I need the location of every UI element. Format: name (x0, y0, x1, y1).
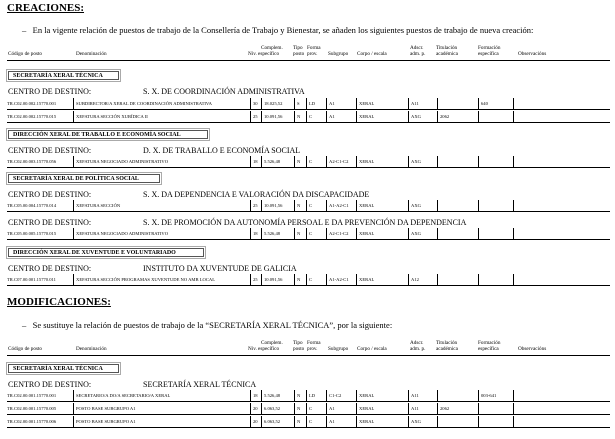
cell-comp: 5.526,48 (261, 390, 294, 401)
cell-adscr: AXG (408, 416, 437, 427)
cell-niv: 25 (250, 111, 261, 122)
hdr-complem: Complem. Niv. específico (248, 45, 283, 57)
cell-den: SECRETARIO/A DO/A SECRETARIO/A XERAL (73, 390, 250, 401)
hdr-adscr: Adscr. adm. p. (410, 45, 426, 57)
cell-adscr: A11 (408, 98, 437, 109)
centro-label: CENTRO DE DESTINO: (8, 87, 92, 96)
unit-box: DIRECCIÓN XERAL DE XUVENTUDE E VOLUNTARIADO (8, 248, 204, 257)
creations-title: CREACIONES: (7, 2, 85, 14)
cell-adscr: AXG (408, 228, 437, 239)
table-row (7, 390, 610, 401)
cell-form: 640 (478, 98, 513, 109)
centro-name: S. X. DA DEPENDENCIA E VALORACIÓN DA DISCAPACIDADE (143, 190, 370, 199)
cell-obs (513, 390, 610, 401)
cell-adscr: AXG (408, 156, 437, 167)
cell-form (478, 228, 513, 239)
cell-form (478, 416, 513, 427)
cell-code: TR.C02.00.001.15770.006 (7, 419, 57, 424)
cell-forma: C (306, 228, 326, 239)
cell-den: XEFATURA NEGOCIADO ADMINISTRATIVO (73, 156, 250, 167)
cell-tit (437, 416, 478, 427)
cell-tit: 2062 (437, 403, 478, 414)
cell-obs (513, 274, 610, 285)
cell-tipo: N (294, 416, 306, 427)
cell-tit (437, 200, 478, 211)
hdr-formacion: Formación específica (478, 45, 501, 57)
cell-forma: C (306, 403, 326, 414)
cell-comp: 18.025,52 (261, 98, 294, 109)
hdr-titulacion: Titulación académica (436, 45, 458, 57)
centro-name: D. X. DE TRABALLO E ECONOMÍA SOCIAL (143, 146, 301, 155)
hdr-forma: Forma prov. (307, 340, 321, 352)
cell-niv: 20 (250, 416, 261, 427)
cell-comp: 5.526,48 (261, 228, 294, 239)
cell-niv: 18 (250, 156, 261, 167)
cell-form (478, 111, 513, 122)
cell-comp: 10.091,56 (261, 274, 294, 285)
cell-forma: LD (306, 98, 326, 109)
cell-sub: A1-A2-C1 (326, 200, 356, 211)
cell-tipo: N (294, 200, 306, 211)
hdr-corpo: Corpo / escala (357, 346, 387, 352)
centro-name: SECRETARÍA XERAL TÉCNICA (143, 380, 257, 389)
hdr-corpo: Corpo / escala (357, 51, 387, 57)
cell-forma: C (306, 200, 326, 211)
table-row (7, 416, 610, 427)
cell-sub: A1 (326, 416, 356, 427)
cell-forma: C (306, 156, 326, 167)
hdr-forma: Forma prov. (307, 45, 321, 57)
unit-box: DIRECCIÓN XERAL DE TRABALLO E ECONOMÍA SOCIAL (8, 130, 208, 139)
cell-corpo: XERAL (356, 274, 408, 285)
centro-name: INSTITUTO DA XUVENTUDE DE GALICIA (143, 264, 297, 273)
centro-label: CENTRO DE DESTINO: (8, 264, 92, 273)
table-row (7, 98, 610, 109)
cell-obs (513, 403, 610, 414)
table-row (7, 200, 610, 211)
cell-tipo: N (294, 274, 306, 285)
cell-adscr: A11 (408, 403, 437, 414)
centro-name: S. X. DE COORDINACIÓN ADMINISTRATIVA (143, 87, 305, 96)
cell-form (478, 274, 513, 285)
cell-niv: 25 (250, 200, 261, 211)
cell-tit (437, 274, 478, 285)
hdr-denominacion: Denominación (76, 346, 107, 352)
table-row (7, 228, 610, 239)
cell-code: TR.C07.00.001.15770.011 (7, 277, 56, 282)
cell-sub: C1-C2 (326, 390, 356, 401)
cell-den: POSTO BASE SUBGRUPO A1 (73, 416, 250, 427)
cell-corpo: XERAL (356, 111, 408, 122)
hdr-codigo: Código de posto (8, 51, 43, 57)
hdr-subgrupo: Subgrupo (328, 51, 349, 57)
cell-tit (437, 228, 478, 239)
hdr-subgrupo: Subgrupo (328, 346, 349, 352)
cell-sub: A2-C1-C2 (326, 228, 356, 239)
hdr-codigo: Código de posto (8, 346, 43, 352)
table-row (7, 111, 610, 122)
cell-comp: 5.526,48 (261, 156, 294, 167)
cell-tipo: N (294, 403, 306, 414)
cell-den: SUBDIRECTOR/A XERAL DE COORDINACIÓN ADMINISTRATIVA (73, 98, 250, 109)
cell-adscr: A12 (408, 274, 437, 285)
cell-den: XEFATURA SECCIÓN (73, 200, 250, 211)
cell-code: TR.C02.00.002.15770.001 (7, 101, 57, 106)
unit-box: SECRETARÍA XERAL TÉCNICA (8, 71, 119, 80)
centro-label: CENTRO DE DESTINO: (8, 190, 92, 199)
hdr-denominacion: Denominación (76, 51, 107, 57)
cell-code: TR.C02.00.003.15770.056 (7, 159, 57, 164)
cell-obs (513, 98, 610, 109)
modifications-intro: – Se sustituye la relación de puestos de trabajo de la “SECRETARÍA XERAL TÉCNICA”, por la siguiente: (22, 320, 393, 330)
centro-label: CENTRO DE DESTINO: (8, 380, 92, 389)
cell-niv: 20 (250, 403, 261, 414)
table-row (7, 274, 610, 285)
cell-tipo: N (294, 156, 306, 167)
modifications-title: MODIFICACIONES: (7, 296, 111, 308)
cell-code: TR.C02.00.002.15770.015 (7, 114, 57, 119)
cell-sub: A1-A2-C1 (326, 274, 356, 285)
cell-sub: A2-C1-C2 (326, 156, 356, 167)
cell-obs (513, 228, 610, 239)
cell-form (478, 200, 513, 211)
cell-den: XEFATURA SECCIÓN XURÍDICA II (73, 111, 250, 122)
cell-sub: A1 (326, 111, 356, 122)
cell-comp: 10.091,56 (261, 200, 294, 211)
cell-den: POSTO BASE SUBGRUPO A1 (73, 403, 250, 414)
cell-obs (513, 200, 610, 211)
cell-tipo: N (294, 111, 306, 122)
cell-tit (437, 390, 478, 401)
cell-den: XEFATURA SECCIÓN PROGRAMAS XUVENTUDE NO AMB LOCAL (73, 274, 250, 285)
hdr-adscr: Adscr. adm. p. (410, 340, 426, 352)
cell-corpo: XERAL (356, 156, 408, 167)
cell-tipo: N (294, 390, 306, 401)
cell-adscr: A11 (408, 390, 437, 401)
cell-forma: C (306, 416, 326, 427)
hdr-complem: Complem. Niv. específico (248, 340, 283, 352)
cell-tit: 2062 (437, 111, 478, 122)
cell-code: TR.C02.00.001.15770.001 (7, 393, 57, 398)
table-row (7, 156, 610, 167)
cell-adscr: AXG (408, 200, 437, 211)
hdr-tipo: Tipo posto (293, 45, 305, 57)
hdr-observacions: Observacións (518, 51, 547, 57)
cell-code: TR.C02.00.001.15770.005 (7, 406, 57, 411)
cell-code: TR.C05.00.005.15770.015 (7, 231, 57, 236)
cell-form (478, 403, 513, 414)
cell-forma: C (306, 274, 326, 285)
cell-form: 003-641 (478, 390, 513, 401)
cell-tit (437, 156, 478, 167)
centro-label: CENTRO DE DESTINO: (8, 146, 92, 155)
cell-forma: C (306, 111, 326, 122)
cell-form (478, 156, 513, 167)
cell-den: XEFATURA NEGOCIADO ADMINISTRATIVO (73, 228, 250, 239)
cell-corpo: XERAL (356, 200, 408, 211)
cell-corpo: XERAL (356, 228, 408, 239)
centro-label: CENTRO DE DESTINO: (8, 218, 92, 227)
cell-obs (513, 156, 610, 167)
cell-niv: 30 (250, 98, 261, 109)
cell-corpo: XERAL (356, 416, 408, 427)
cell-obs (513, 111, 610, 122)
cell-adscr: AXG (408, 111, 437, 122)
cell-comp: 6.063,52 (261, 403, 294, 414)
cell-tit (437, 98, 478, 109)
cell-corpo: XERAL (356, 403, 408, 414)
cell-niv: 18 (250, 228, 261, 239)
cell-sub: A1 (326, 403, 356, 414)
cell-corpo: XERAL (356, 98, 408, 109)
hdr-observacions: Observacións (518, 346, 547, 352)
hdr-formacion: Formación específica (478, 340, 501, 352)
cell-comp: 10.091,56 (261, 111, 294, 122)
cell-tipo: N (294, 228, 306, 239)
cell-niv: 18 (250, 390, 261, 401)
cell-niv: 25 (250, 274, 261, 285)
cell-code: TR.C05.00.004.15770.014 (7, 203, 57, 208)
hdr-tipo: Tipo posto (293, 340, 305, 352)
creations-intro: – En la vigente relación de puestos de trabajo de la Consellería de Trabajo y Bienestar, se añaden los siguientes puestos de trabajo de nueva creación: (22, 25, 534, 35)
unit-box: SECRETARÍA XERAL DE POLÍTICA SOCIAL (8, 174, 160, 183)
cell-obs (513, 416, 610, 427)
cell-comp: 6.063,52 (261, 416, 294, 427)
centro-name: S. X. DE PROMOCIÓN DA AUTONOMÍA PERSOAL E DA PREVENCIÓN DA DEPENDENCIA (143, 218, 467, 227)
hdr-titulacion: Titulación académica (436, 340, 458, 352)
cell-sub: A1 (326, 98, 356, 109)
cell-corpo: XERAL (356, 390, 408, 401)
cell-forma: LD (306, 390, 326, 401)
table-row (7, 403, 610, 414)
unit-box: SECRETARÍA XERAL TÉCNICA (8, 364, 119, 373)
cell-tipo: S (294, 98, 306, 109)
